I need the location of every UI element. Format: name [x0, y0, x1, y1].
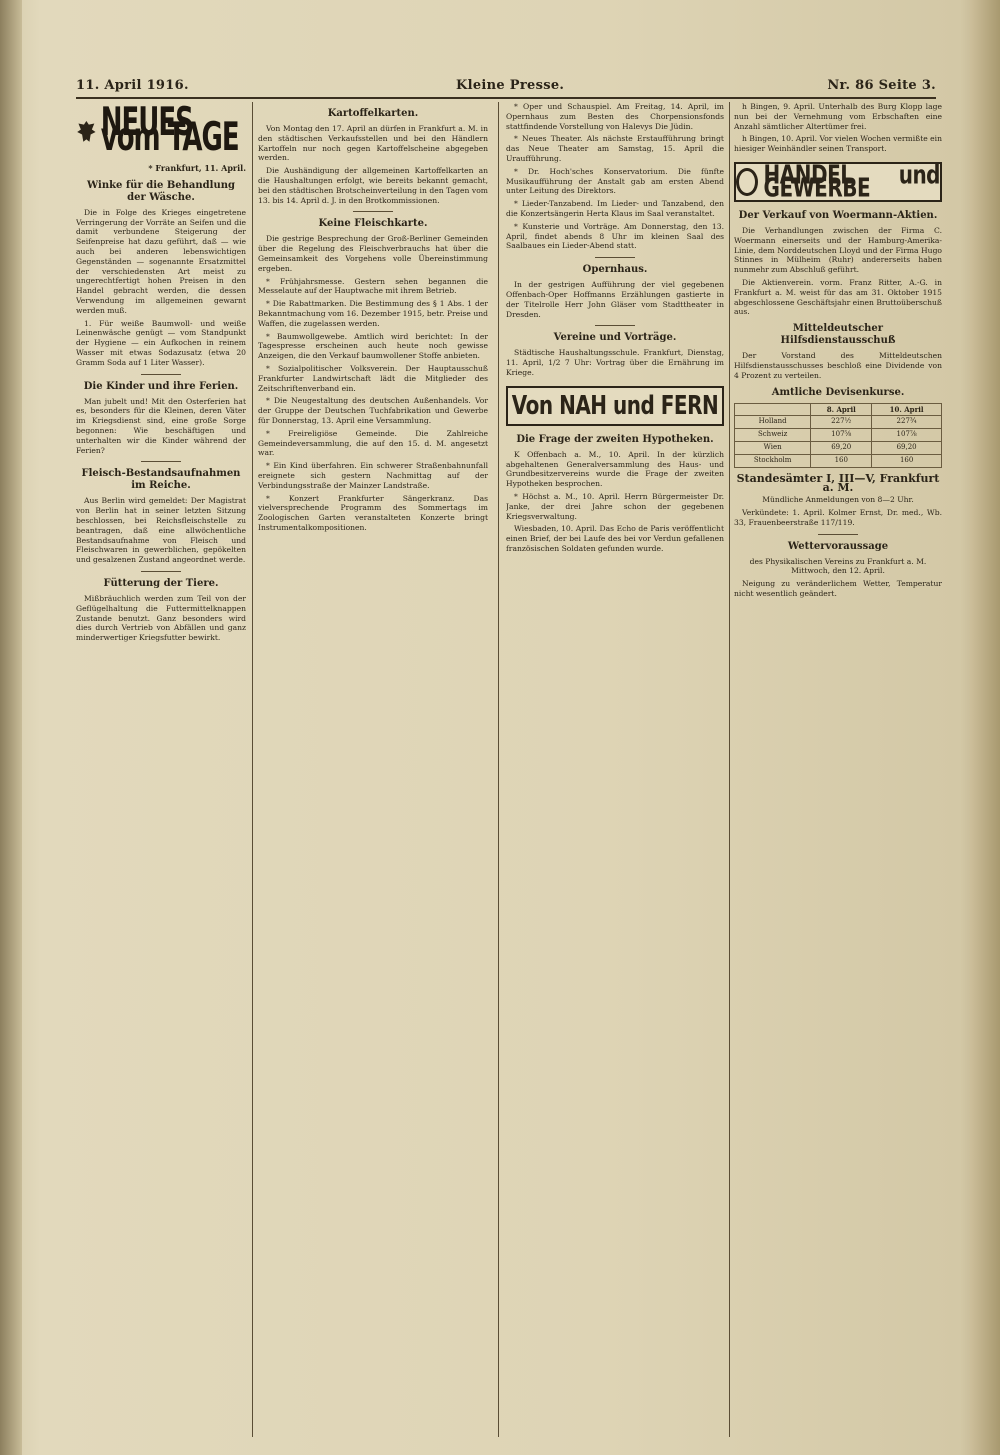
divider — [141, 374, 181, 375]
column-3 — [506, 102, 724, 1442]
article-text: Die in Folge des Krieges eingetretene Verringerung der Vorräte an Seifen und die damit verbundene Steigerung der Seifenpreise hat dazu geführt, daß — wie auch bei anderen lebenswichtigen Gegenständen — sogenannte Ersatzmittel der verschiedensten Art meist zu ungerechtfertigt hohen Preisen in den Handel gebracht werden, die dessen Verwendung im allgemeinen gewarnt werden muß. — [76, 207, 246, 315]
article-text: Wiesbaden, 10. April. Das Echo de Paris veröffentlicht einen Brief, der bei Laufe des bei vor Verdun gefallenen französischen Soldaten gefunden wurde. — [506, 524, 724, 553]
article-text: * Dr. Hoch'sches Konservatorium. Die fünfte Musikaufführung der Anstalt gab am ersten Abend unter Leitung des Direktors. — [506, 166, 724, 196]
table-header-cell: 10. April — [872, 403, 942, 416]
article-text: * Sozialpolitischer Volksverein. Der Hauptausschuß Frankfurter Landwirtschaft lädt die Mitglieder des Zeitschriftenverband ein. — [258, 363, 488, 393]
table-heading: Amtliche Devisenkurse. — [771, 386, 905, 398]
divider — [595, 257, 635, 258]
column-1 — [76, 102, 246, 1442]
divider — [353, 211, 393, 212]
article-text: * Baumwollgewebe. Amtlich wird berichtet: In der Tagespresse erscheinen auch heute noch gewisse Anzeigen, die den Verkauf baumwollener Stoffe anbieten. — [258, 331, 488, 361]
article-heading: Winke für die Behandlung der Wäsche. — [86, 179, 235, 203]
article-heading: Opernhaus. — [582, 264, 648, 276]
article-text: Die gestrige Besprechung der Groß-Berliner Gemeinden über die Regelung des Fleischverbrauchs hat über die Gemeinsamkeit des Vorgehens volle Übereinstimmung ergeben. — [258, 234, 488, 273]
table-row — [735, 454, 942, 467]
article-text: * Oper und Schauspiel. Am Freitag, 14. April, im Opernhaus zum Besten des Chorpensionsfonds stattfindende Vorstellung von Halevys Die Jüdin. — [506, 102, 724, 131]
banner-title: Von NAH und FERN — [511, 388, 719, 421]
column-2 — [258, 102, 488, 1442]
article-text: * Die Rabattmarken. Die Bestimmung des § 1 Abs. 1 der Bekanntmachung vom 16. Dezember 1915, betr. Preise und Waffen, die zugelassen werden. — [258, 299, 488, 328]
issue-number: Nr. 86 Seite 3. — [827, 78, 936, 93]
article-heading: Der Verkauf von Woermann-Aktien. — [738, 209, 938, 221]
gear-icon — [736, 168, 758, 196]
table-cell: 160 — [811, 454, 872, 467]
divider — [818, 534, 858, 535]
article-text: * Frühjahrsmesse. Gestern sehen begannen die Messelaute auf der Hauptwache mit ihrem Betrieb. — [258, 276, 488, 296]
article-text: Die Aktienverein. vorm. Franz Ritter, A.-G. in Frankfurt a. M. weist für das am 31. Oktober 1915 abgeschlossene Geschäftsjahr einen Bruttoüberschuß aus. — [734, 277, 942, 317]
article-text: Der Vorstand des Mitteldeutschen Hilfsdienstausschusses beschloß eine Dividende von 4 Prozent zu verteilen. — [734, 351, 942, 380]
page-header — [76, 78, 936, 96]
article-text: K Offenbach a. M., 10. April. In der kürzlich abgehaltenen Generalversammlung des Haus- und Grundbesitzervereins wurde die Frage der zweiten Hypotheken besprochen. — [506, 449, 724, 489]
article-text: * Ein Kind überfahren. Ein schwerer Straßenbahnunfall ereignete sich gestern Nachmittag auf der Verbindungsstraße der Mainzer Landstraße. — [258, 461, 488, 490]
divider — [595, 325, 635, 326]
article-text: * Neues Theater. Als nächste Erstaufführung bringt das Neue Theater am Samstag, 15. April die Uraufführung. — [506, 134, 724, 163]
masthead-title: NEUES vom TAGE — [100, 102, 239, 161]
table-cell: 107⅝ — [811, 429, 872, 442]
section-banner-nah-fern — [506, 386, 724, 426]
table-header-cell: 8. April — [811, 403, 872, 416]
header-rule — [76, 97, 936, 99]
article-text: Städtische Haushaltungsschule. Frankfurt, Dienstag, 11. April, 1/2 7 Uhr: Vortrag über die Ernährung im Kriege. — [506, 348, 724, 377]
table-row — [735, 429, 942, 442]
binding-edge — [0, 0, 22, 1455]
article-text: Aus Berlin wird gemeldet: Der Magistrat von Berlin hat in seiner letzten Sitzung beschlossen, bei Reichsfleischstelle zu beantragen, daß eine allwöchentliche Bestandsaufnahme von Fleisch und Fleischwaren in gewerblichen, gepökelten und gesalzenen Zustand angeordnet werde. — [76, 496, 246, 565]
exchange-rate-table — [734, 403, 942, 468]
table-cell: Wien — [735, 441, 811, 454]
standesamt-subheading: Mündliche Anmeldungen von 8—2 Uhr. — [762, 495, 914, 505]
table-row — [735, 441, 942, 454]
article-text: Neigung zu veränderlichem Wetter, Temperatur nicht wesentlich geändert. — [734, 579, 942, 598]
article-heading: Wettervoraussage — [787, 540, 889, 552]
table-cell: Stockholm — [735, 454, 811, 467]
article-heading: Mitteldeutscher Hilfsdienstausschuß — [780, 323, 896, 347]
article-text: * Kunsterie und Vorträge. Am Donnerstag, den 13. April, findet abends 8 Uhr im kleinen Saal des Saalbaues ein Lieder-Abend statt. — [506, 221, 724, 251]
table-cell: Schweiz — [735, 429, 811, 442]
article-heading: Die Kinder und ihre Ferien. — [83, 380, 239, 392]
table-cell: Holland — [735, 416, 811, 429]
article-heading: Die Frage der zweiten Hypotheken. — [516, 433, 714, 445]
table-cell: 160 — [872, 454, 942, 467]
column-divider — [252, 102, 253, 1437]
article-heading: Vereine und Vorträge. — [553, 332, 677, 344]
table-cell: 227½ — [811, 416, 872, 429]
page-edge — [970, 0, 1000, 1455]
table-cell: 69,20 — [872, 441, 942, 454]
article-heading: Kartoffelkarten. — [327, 108, 419, 119]
article-text: Die Verhandlungen zwischen der Firma C. Woermann einerseits und der Hamburg-Amerika-Linie, dem Norddeutschen Lloyd und der Firma Hugo Stinnes in Mülheim (Ruhr) andererseits haben nunmehr zum Abschluß geführt. — [734, 225, 942, 275]
table-cell: 69,20 — [811, 441, 872, 454]
article-text: Mißbräuchlich werden zum Teil von der Geflügelhaltung die Futtermittelknappen Zustande benutzt. Ganz besonders wird dies durch Vertrieb von Abfällen und ganz minderwertiger Kriegsfutter bewirkt. — [76, 593, 246, 643]
column-divider — [498, 102, 499, 1437]
article-text: Die Aushändigung der allgemeinen Kartoffelkarten an die Haushaltungen erfolgt, wie bereits bekannt gemacht, bei den städtischen Brotscheinverteilung in den Tagen vom 13. bis 14. April d. J. in den Brotkommissionen. — [258, 166, 488, 205]
standesamt-heading: Standesämter I, III—V, Frankfurt a. M. — [736, 471, 940, 495]
article-text: * Die Neugestaltung des deutschen Außenhandels. Vor der Gruppe der Deutschen Tuchfabrikation und Gewerbe für Donnerstag, 13. April eine Versammlung. — [258, 396, 488, 425]
article-text: Man jubelt und! Mit den Osterferien hat es, besonders für die Kleinen, deren Väter im Kriegsdienst sind, eine große Sorge begonnen: Wie beschäftigen und unterhalten wir die Kinder während der Ferien? — [76, 396, 246, 455]
column-divider — [729, 102, 730, 1437]
divider — [141, 571, 181, 572]
article-heading: Keine Fleischkarte. — [318, 218, 428, 230]
article-text: In der gestrigen Aufführung der viel gegebenen Offenbach-Oper Hoffmanns Erzählungen gastierte in der Titelrolle Herr John Gläser vom Stadttheater in Dresden. — [506, 280, 724, 319]
article-text: h Bingen, 10. April. Vor vielen Wochen vermißte ein hiesiger Weinhändler seinen Transport. — [734, 134, 942, 154]
article-text: * Konzert Frankfurter Sängerkranz. Das vielversprechende Programm des Sommertags im Zoologischen Garten veranstalteten Konzerte bringt Instrumentalkompositionen. — [258, 493, 488, 532]
divider — [141, 461, 181, 462]
paper-name: Kleine Presse. — [456, 78, 565, 93]
article-text: h Bingen, 9. April. Unterhalb des Burg Klopp lage nun bei der Vernehmung vom Erbschaften eine Anzahl sämtlicher Altertümer frei. — [734, 102, 942, 131]
article-heading: Fütterung der Tiere. — [103, 577, 219, 589]
dateline: * Frankfurt, 11. April. — [148, 163, 246, 173]
table-header-cell — [735, 403, 811, 416]
table-header-row — [735, 403, 942, 416]
article-text: * Freireligiöse Gemeinde. Die Zahlreiche Gemeindeversammlung, die auf den 15. d. M. angesetzt war. — [258, 428, 488, 458]
article-text: * Höchst a. M., 10. April. Herrn Bürgermeister Dr. Janke, der drei Jahre schon der gegebenen Kriegsverwaltung. — [506, 491, 724, 521]
table-row — [735, 416, 942, 429]
page-date: 11. April 1916. — [76, 78, 189, 93]
column-4 — [734, 102, 942, 1442]
table-cell: 227¾ — [872, 416, 942, 429]
article-subheading: des Physikalischen Vereins zu Frankfurt a. M. Mittwoch, den 12. April. — [749, 556, 927, 576]
section-banner-handel — [734, 158, 942, 203]
article-heading: Fleisch-Bestandsaufnahmen im Reiche. — [81, 468, 241, 492]
eagle-icon — [76, 110, 97, 154]
article-text: * Lieder-Tanzabend. Im Lieder- und Tanzabend, den die Konzertsängerin Herta Klaus im Saal veranstaltet. — [506, 199, 724, 218]
article-text: 1. Für weiße Baumwoll- und weiße Leinenwäsche genügt — vom Standpunkt der Hygiene — ein Aufkochen in reinem Wasser mit etwas Sodazusatz (etwa 20 Gramm Soda auf 1 Liter Wasser). — [76, 318, 246, 367]
section-masthead — [76, 102, 246, 162]
table-cell: 107⅞ — [872, 429, 942, 442]
article-text: Von Montag den 17. April an dürfen in Frankfurt a. M. in den städtischen Verkaufsstellen und bei den Händlern Kartoffeln nur noch gegen Kartoffelscheine abgegeben werden. — [258, 124, 488, 163]
article-text: Verkündete: 1. April. Kolmer Ernst, Dr. med., Wb. 33, Frauenbeerstraße 117/119. — [734, 507, 942, 527]
banner-title: HANDEL und GEWERBE — [763, 158, 940, 203]
